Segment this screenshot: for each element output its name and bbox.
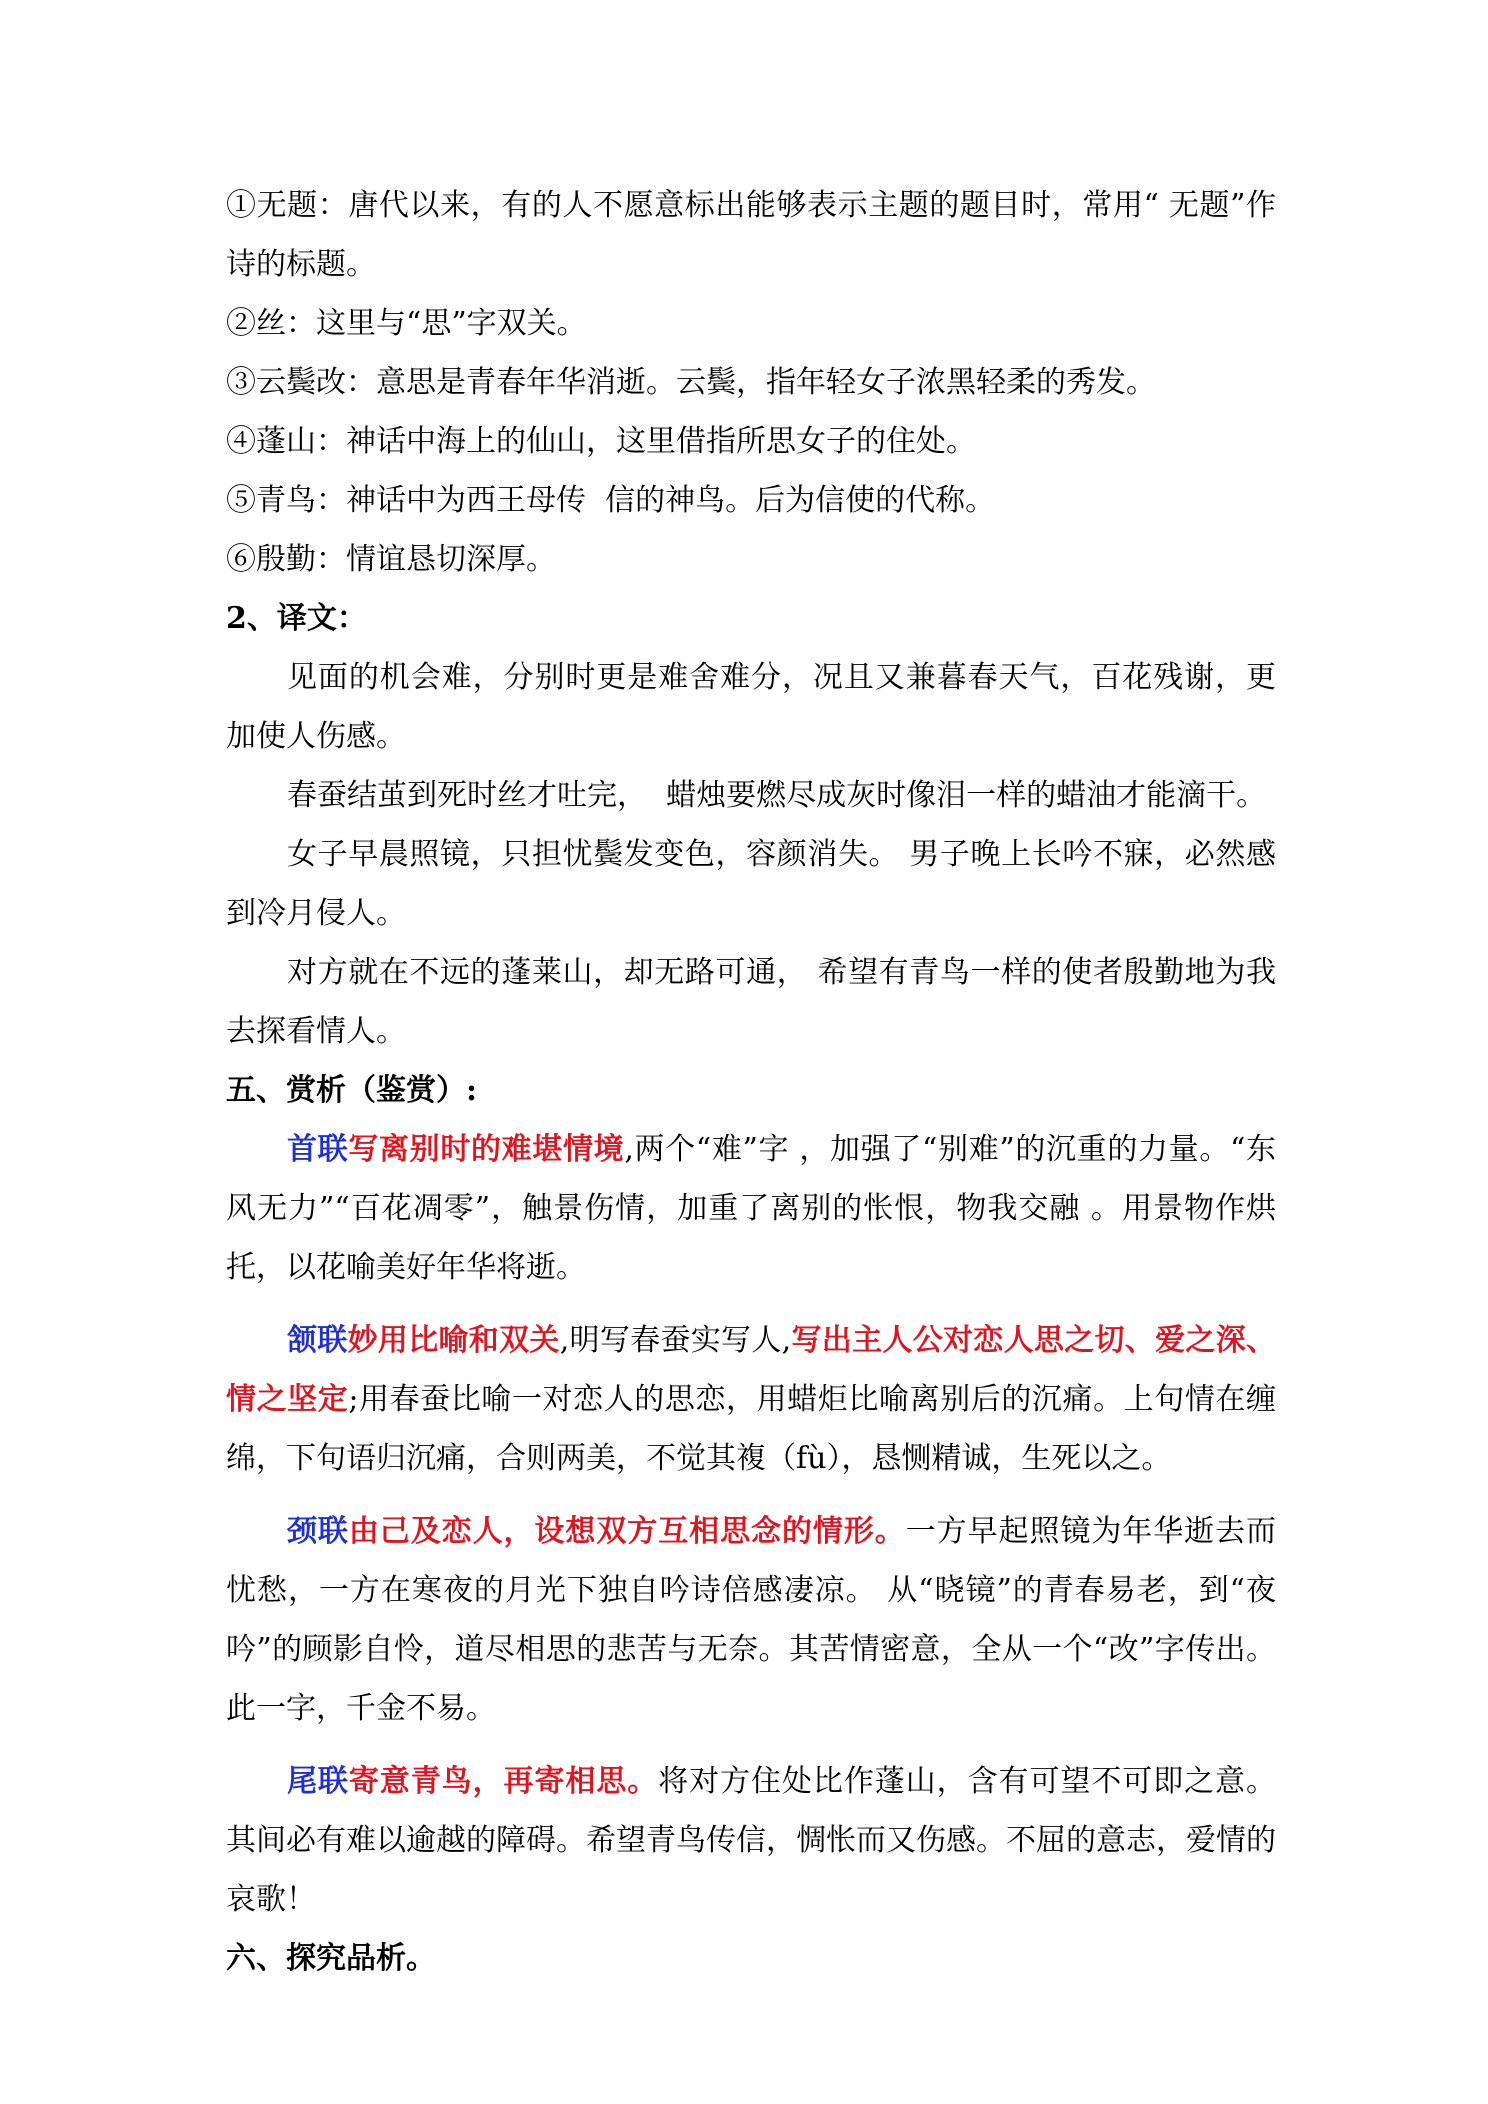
inquiry-heading: 六、探究品析。 <box>226 1941 436 1976</box>
note-4: ④蓬山：神话中海上的仙山，这里借指所思女子的住处。 <box>226 424 976 459</box>
note-3: ③云鬓改：意思是青春年华消逝。云鬓，指年轻女子浓黑轻柔的秀发。 <box>226 365 1156 400</box>
translation-heading: 2、译文： <box>226 601 367 636</box>
appreciation-second-couplet <box>226 1311 1276 1488</box>
couplet-text: 一方早起照镜为年华逝去而忧愁，一方在寒夜的月光下独自吟诗倍感凄凉。 从“晓镜”的青春易老，到“夜吟”的顾影自怜，道尽相思的悲苦与无奈。其苦情密意，全从一个“改”字传出。此一字，千金不易。 <box>226 1514 1277 1726</box>
couplet-text: ,明写春蚕实写人, <box>559 1323 792 1358</box>
note-6: ⑥殷勤：情谊恳切深厚。 <box>226 542 556 577</box>
note-1: ①无题：唐代以来，有的人不愿意标出能够表示主题的题目时，常用“ 无题”作诗的标题。 <box>226 188 1276 282</box>
couplet-highlight: 寄意青鸟，再寄相思。 <box>348 1764 659 1799</box>
couplet-text: ;用春蚕比喻一对恋人的思恋，用蜡炬比喻离别后的沉痛。上句情在缠绵，下句语归沉痛，合则两美，不觉其複（fù），恳恻精诚，生死以之。 <box>226 1382 1277 1476</box>
note-5: ⑤青鸟：神话中为西王母传 信的神鸟。后为信使的代称。 <box>226 483 996 518</box>
couplet-label: 颔联 <box>287 1323 348 1358</box>
couplet-highlight: 写出主人公对恋人思之切、爱之深、情之坚定 <box>226 1323 1277 1417</box>
appreciation-third-couplet <box>226 1502 1276 1738</box>
translation-paragraph-3: 女子早晨照镜，只担忧鬓发变色，容颜消失。 男子晚上长吟不寐，必然感到冷月侵人。 <box>226 837 1276 931</box>
couplet-label: 尾联 <box>287 1764 349 1799</box>
appreciation-first-couplet <box>226 1120 1276 1297</box>
note-2: ②丝：这里与“思”字双关。 <box>226 306 587 341</box>
couplet-text: ,两个“难”字 ，加强了“别难”的沉重的力量。“东风无力”“百花凋零”，触景伤情，加重了离别的怅恨，物我交融 。用景物作烘托，以花喻美好年华将逝。 <box>226 1132 1277 1285</box>
couplet-highlight: 写离别时的难堪情境 <box>348 1132 625 1167</box>
appreciation-fourth-couplet <box>226 1752 1276 1929</box>
couplet-label: 首联 <box>287 1132 349 1167</box>
couplet-highlight: 由己及恋人，设想双方互相思念的情形。 <box>348 1514 906 1549</box>
couplet-text: 将对方住处比作蓬山，含有可望不可即之意。其间必有难以逾越的障碍。希望青鸟传信，惆怅而又伤感。不屈的意志，爱情的哀歌！ <box>226 1764 1277 1917</box>
translation-paragraph-2: 春蚕结茧到死时丝才吐完， 蜡烛要燃尽成灰时像泪一样的蜡油才能滴干。 <box>287 778 1267 813</box>
appreciation-heading: 五、赏析（鉴赏）: <box>226 1073 478 1108</box>
translation-paragraph-1: 见面的机会难，分别时更是难舍难分，况且又兼暮春天气，百花残谢，更加使人伤感。 <box>226 660 1276 754</box>
translation-paragraph-4: 对方就在不远的蓬莱山，却无路可通， 希望有青鸟一样的使者殷勤地为我去探看情人。 <box>226 955 1276 1049</box>
couplet-label: 颈联 <box>287 1514 349 1549</box>
couplet-highlight: 妙用比喻和双关 <box>347 1323 560 1358</box>
document-page <box>226 176 1276 1988</box>
